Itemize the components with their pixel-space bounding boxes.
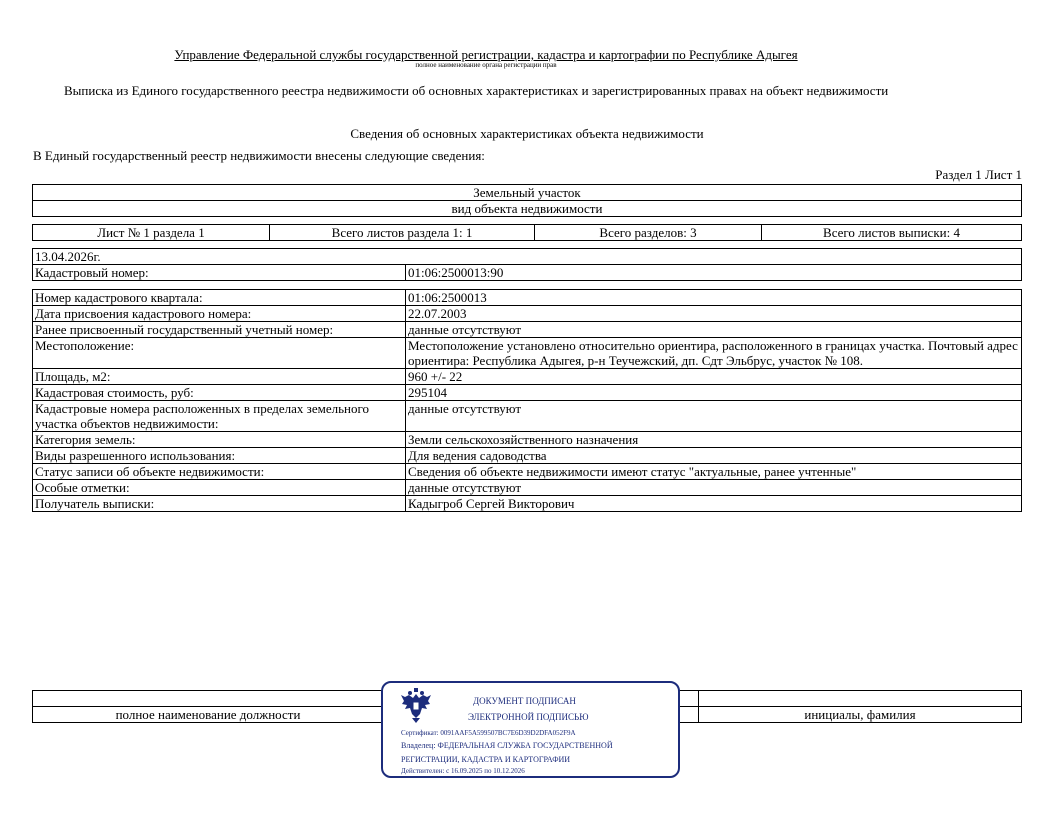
position-caption: полное наименование должности: [33, 707, 384, 723]
row-value: Сведения об объекте недвижимости имеют статус "актуальные, ранее учтенные": [406, 464, 1022, 480]
row-value: Земли сельскохозяйственного назначения: [406, 432, 1022, 448]
extract-date: 13.04.2026г.: [33, 249, 1022, 265]
total-sections: Всего разделов: 3: [535, 225, 762, 241]
row-label: Особые отметки:: [33, 480, 406, 496]
row-label: Кадастровые номера расположенных в пределах земельного участка объектов недвижимости:: [33, 401, 406, 432]
row-value: Для ведения садоводства: [406, 448, 1022, 464]
sheet-reference: Раздел 1 Лист 1: [935, 167, 1022, 182]
double-headed-eagle-icon: [399, 688, 433, 724]
table-row: [33, 290, 1022, 306]
row-value: 01:06:2500013: [406, 290, 1022, 306]
cadastral-number-value: 01:06:2500013:90: [406, 265, 1022, 281]
object-type-table: [32, 184, 1022, 217]
sheet-info-table: [32, 224, 1022, 241]
row-value: данные отсутствуют: [406, 322, 1022, 338]
object-type: Земельный участок: [33, 185, 1022, 201]
name-caption: инициалы, фамилия: [699, 707, 1022, 723]
row-label: Площадь, м2:: [33, 369, 406, 385]
registry-office-name: Управление Федеральной службы государственной регистрации, кадастра и картографии по Республике Адыгея: [174, 47, 798, 62]
characteristics-table: [32, 289, 1022, 512]
intro-text: В Единый государственный реестр недвижимости внесены следующие сведения:: [33, 148, 485, 163]
table-row: [33, 480, 1022, 496]
row-label: Виды разрешенного использования:: [33, 448, 406, 464]
row-label: Дата присвоения кадастрового номера:: [33, 306, 406, 322]
table-row: [33, 432, 1022, 448]
row-value: 960 +/- 22: [406, 369, 1022, 385]
cadastral-number-label: Кадастровый номер:: [33, 265, 406, 281]
row-label: Статус записи об объекте недвижимости:: [33, 464, 406, 480]
extract-title: Выписка из Единого государственного реестра недвижимости об основных характеристиках и зарегистрированных правах на объект недвижимости: [64, 83, 889, 98]
table-row: [33, 306, 1022, 322]
table-row: [33, 369, 1022, 385]
row-value: Местоположение установлено относительно ориентира, расположенного в границах участка. Почтовый адрес ориентира: Республика Адыгея, р-н Теучежский, дп. Сдт Эльбрус, участок № 108.: [406, 338, 1022, 369]
sheet-number: Лист № 1 раздела 1: [33, 225, 270, 241]
date-table: [32, 248, 1022, 281]
stamp-title: ДОКУМЕНТ ПОДПИСАН: [473, 696, 576, 706]
row-label: Номер кадастрового квартала:: [33, 290, 406, 306]
stamp-certificate: Сертификат: 0091AAF5A599507BC7E6D39D2DFA052F9A: [401, 729, 576, 737]
table-row: [33, 496, 1022, 512]
table-row: [33, 385, 1022, 401]
row-label: Местоположение:: [33, 338, 406, 369]
section-title: Сведения об основных характеристиках объекта недвижимости: [350, 126, 704, 141]
row-value: данные отсутствуют: [406, 480, 1022, 496]
stamp-owner: Владелец: ФЕДЕРАЛЬНАЯ СЛУЖБА ГОСУДАРСТВЕННОЙ РЕГИСТРАЦИИ, КАДАСТРА И КАРТОГРАФИИ: [401, 741, 613, 764]
table-row: [33, 401, 1022, 432]
table-row: [33, 338, 1022, 369]
table-row: [33, 448, 1022, 464]
total-sheets-extract: Всего листов выписки: 4: [762, 225, 1022, 241]
row-label: Получатель выписки:: [33, 496, 406, 512]
row-label: Кадастровая стоимость, руб:: [33, 385, 406, 401]
stamp-subtitle: ЭЛЕКТРОННОЙ ПОДПИСЬЮ: [468, 712, 589, 722]
table-row: [33, 464, 1022, 480]
row-value: 22.07.2003: [406, 306, 1022, 322]
registry-office-caption: полное наименование органа регистрации прав: [415, 61, 557, 69]
table-row: [33, 322, 1022, 338]
row-label: Категория земель:: [33, 432, 406, 448]
stamp-validity: Действителен: с 16.09.2025 по 10.12.2026: [401, 767, 525, 775]
total-sheets-section: Всего листов раздела 1: 1: [270, 225, 535, 241]
row-value: Кадыгроб Сергей Викторович: [406, 496, 1022, 512]
electronic-signature-stamp: [381, 681, 680, 778]
object-type-caption: вид объекта недвижимости: [33, 201, 1022, 217]
row-value: данные отсутствуют: [406, 401, 1022, 432]
row-value: 295104: [406, 385, 1022, 401]
row-label: Ранее присвоенный государственный учетный номер:: [33, 322, 406, 338]
